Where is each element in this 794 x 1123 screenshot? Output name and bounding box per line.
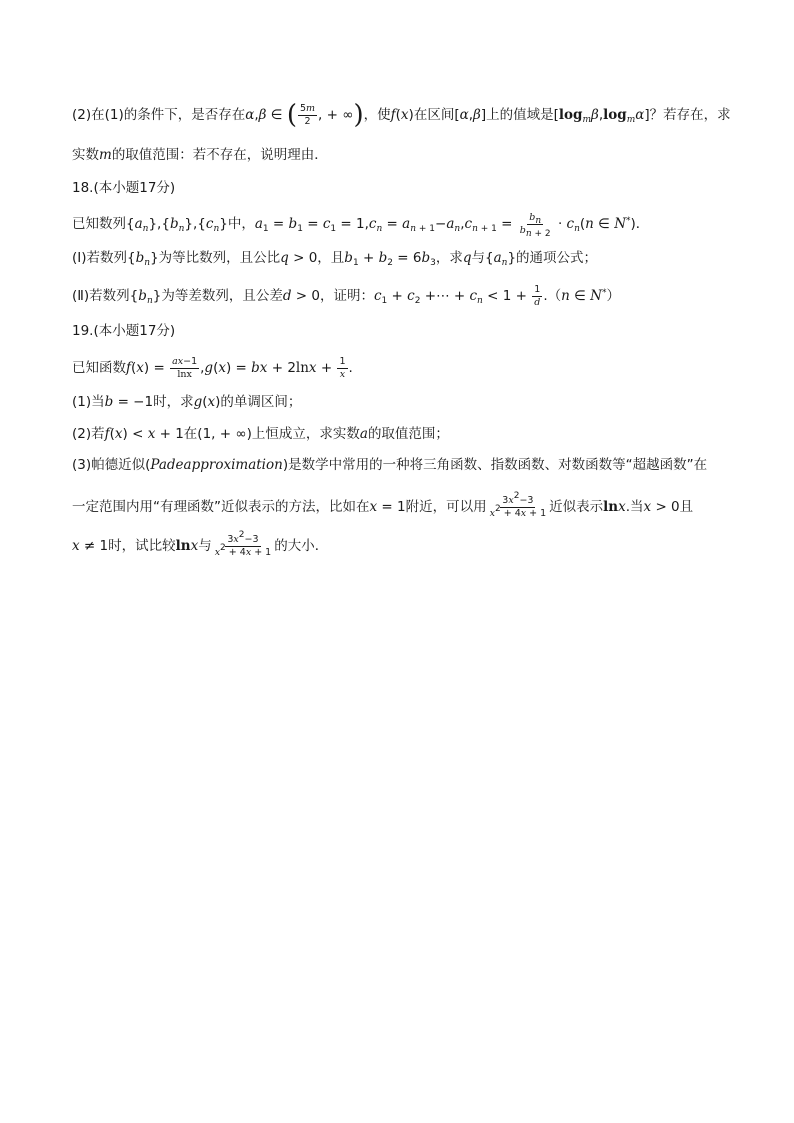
q19-stem: 已知函数f(x) = $\frac{ax-1}{\ln x}$ ,g(x) = bx + 2lnx + $\frac{1}{x}$ . bbox=[72, 356, 353, 380]
q18-part2: (Ⅱ)若数列$\{b_n\}$为等差数列，且公差d > 0，证明：$c_1 + c_2$ +⋯ + $c_n < 1$ + $\frac{1}{d}$ .（n ∈ N*） bbox=[72, 284, 620, 308]
q17-part2-line2: 实数m的取值范围：若不存在，说明理由． bbox=[72, 147, 328, 163]
q19-part2: (2)若f(x) < x + 1在(1, + ∞)上恒成立，求实数a的取值范围； bbox=[72, 426, 449, 442]
q18-stem: 已知数列$\{a_n\},\{b_n\},\{c_n\}$中，$a_1 = b_1 = c_1 = 1,c_n = a_{n + 1}-a_n,c_{n + 1}$ = $\frac{b_n}{b_{n + 2}}$ · $c_n(n$ ∈ N*)． bbox=[72, 212, 650, 239]
q19-part3-line1: (3)帕德近似(Padeapproximation)是数学中常用的一种将三角函数、指数函数、对数函数等“超越函数”在 bbox=[72, 457, 708, 473]
q19-part3-line3: x ≠ 1时，试比较lnx与 $\frac{3x^2-3}{x^2 + 4x + 1}$ 的大小． bbox=[72, 530, 329, 558]
q19-part1: (1)当b = −1时，求g(x)的单调区间； bbox=[72, 394, 302, 410]
q18-heading: 18.(本小题17分) bbox=[72, 180, 176, 196]
q19-part3-line2: 一定范围内用“有理函数”近似表示的方法，比如在x = 1附近，可以用 $\frac{3x^2-3}{x^2 + 4x + 1}$ 近似表示lnx.当x > 0且 bbox=[72, 491, 694, 519]
q18-part1: (Ⅰ)若数列$\{b_n\}$为等比数列，且公比q > 0，且$b_1 + b_2 = 6b_3$，求q与$\{a_n\}$的通项公式； bbox=[72, 250, 598, 268]
q19-heading: 19.(本小题17分) bbox=[72, 323, 176, 339]
q17-part2-line1: (2)在(1)的条件下，是否存在α,β ∈ ( $\frac{5m}{2}$ , + ∞)，使f(x)在区间[α,β]上的值域是$[\log_m\beta,\log_m\alpha]$？若存在，求 bbox=[72, 100, 731, 130]
